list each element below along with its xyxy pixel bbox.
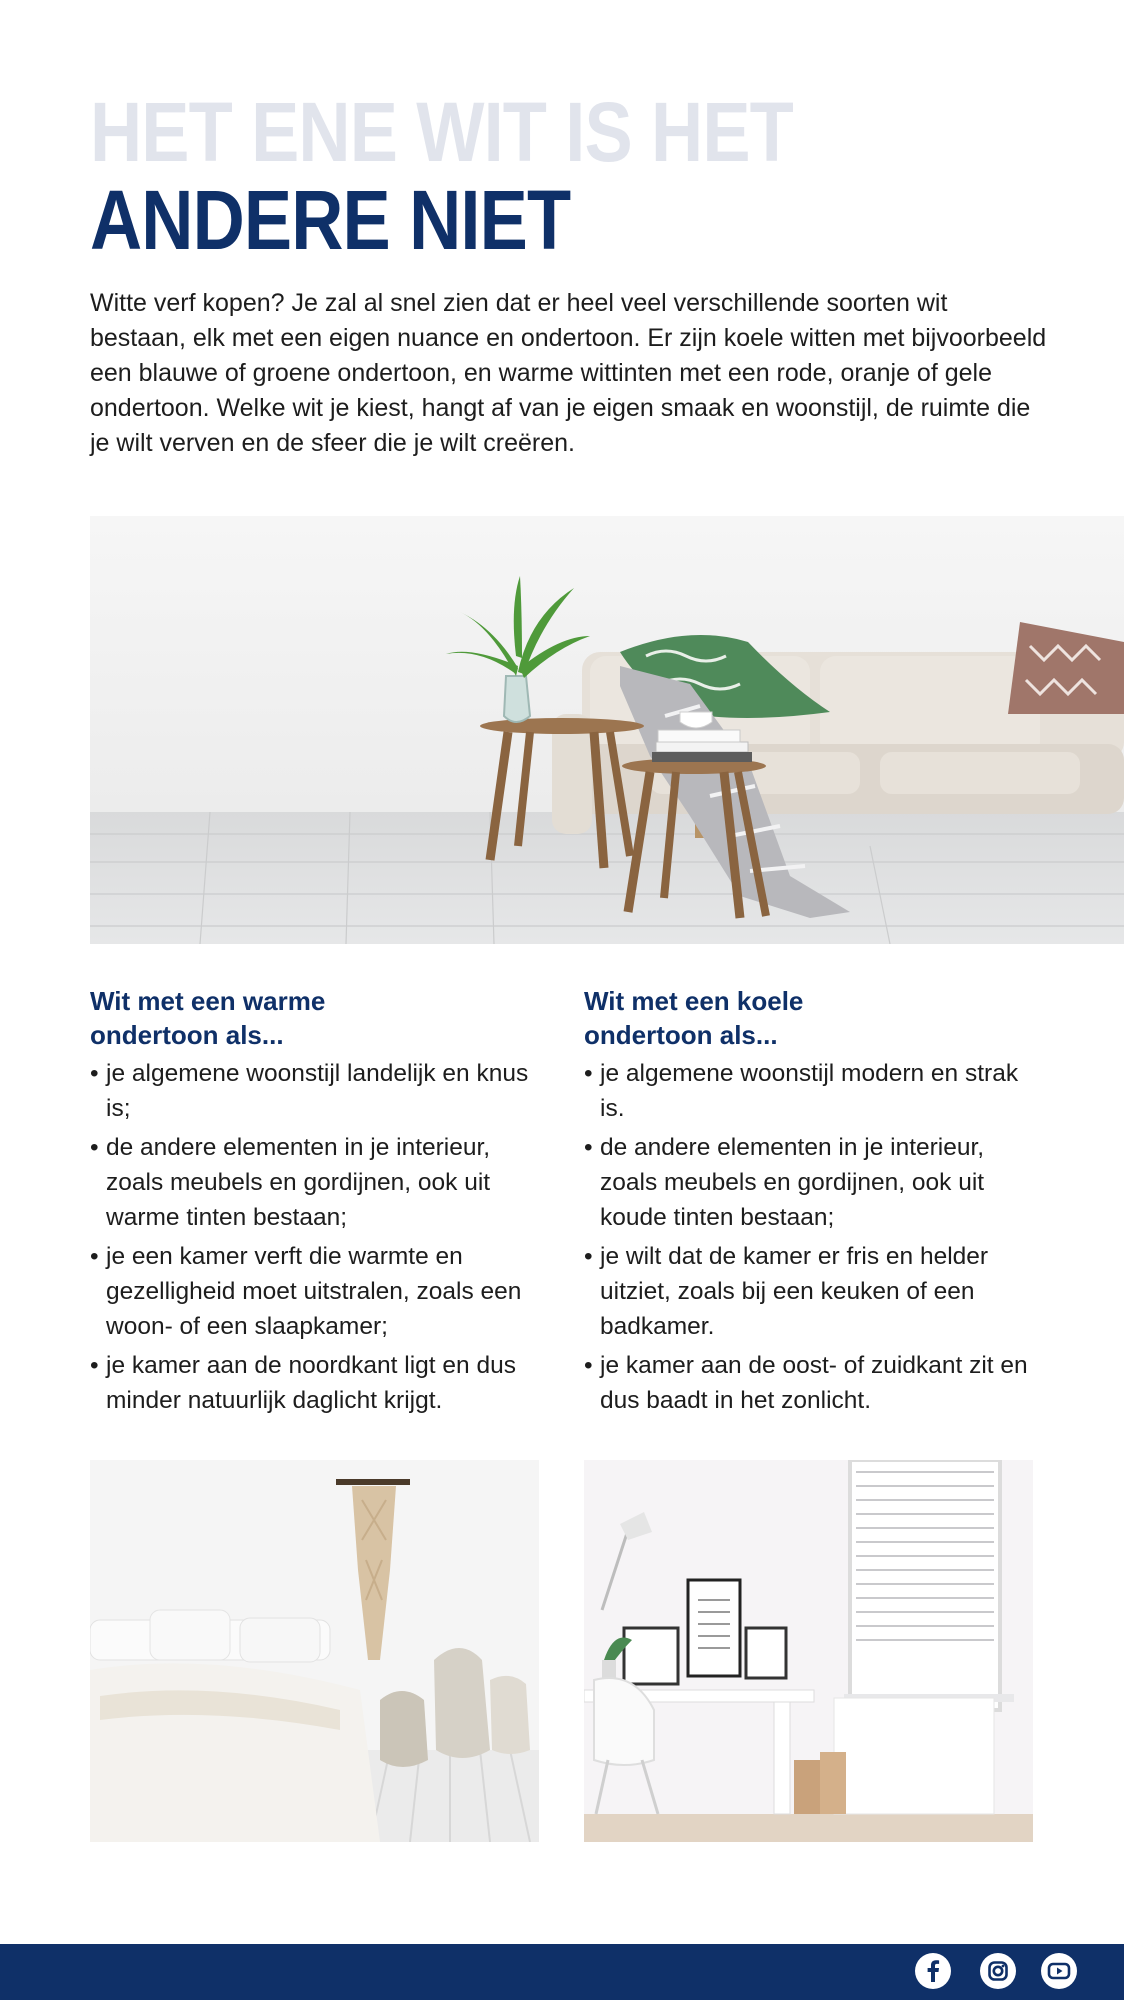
living-room-photo — [90, 516, 1124, 944]
list-item: • de andere elementen in je interieur, zoals meubels en gordijnen, ook uit warme tinten bestaan; — [90, 1130, 540, 1235]
warm-undertone-column — [90, 984, 540, 1422]
warm-undertone-heading: Wit met een warme ondertoon als... — [90, 986, 326, 1050]
intro-paragraph: Witte verf kopen? Je zal al snel zien dat er heel veel verschillende soorten wit bestaan, elk met een eigen nuance en ondertoon. Er zijn koele witten met bijvoorbeeld een blauwe of groene ondertoon, en warme wittinten met een rode, oranje of gele ondertoon. Welke wit je kiest, hangt af van je eigen smaak en woonstijl, de ruimte die je wilt verven en de sfeer die je wilt creëren. — [90, 289, 1047, 457]
youtube-icon[interactable] — [1040, 1952, 1078, 1990]
cool-undertone-heading: Wit met een koele ondertoon als... — [584, 986, 804, 1050]
list-item: • je algemene woonstijl landelijk en knus is; — [90, 1056, 540, 1126]
facebook-icon[interactable] — [914, 1952, 952, 1990]
list-item: • de andere elementen in je interieur, zoals meubels en gordijnen, ook uit koude tinten bestaan; — [584, 1130, 1034, 1235]
list-item: • je wilt dat de kamer er fris en helder uitziet, zoals bij een keuken of een badkamer. — [584, 1239, 1034, 1344]
bedroom-photo — [90, 1460, 539, 1842]
instagram-icon[interactable] — [979, 1952, 1017, 1990]
title-line-2: ANDERE NIET — [90, 173, 571, 267]
warm-undertone-list — [90, 1056, 540, 1418]
list-item: • je een kamer verft die warmte en gezelligheid moet uitstralen, zoals een woon- of een slaapkamer; — [90, 1239, 540, 1344]
workspace-photo — [584, 1460, 1033, 1842]
cool-undertone-column — [584, 984, 1034, 1422]
page-title — [90, 85, 1050, 267]
footer-bar — [0, 1944, 1124, 2000]
list-item: • je kamer aan de noordkant ligt en dus minder natuurlijk daglicht krijgt. — [90, 1348, 540, 1418]
list-item: • je kamer aan de oost- of zuidkant zit en dus baadt in het zonlicht. — [584, 1348, 1034, 1418]
list-item: • je algemene woonstijl modern en strak is. — [584, 1056, 1034, 1126]
title-line-1: HET ENE WIT IS HET — [90, 85, 793, 179]
cool-undertone-list — [584, 1056, 1034, 1418]
